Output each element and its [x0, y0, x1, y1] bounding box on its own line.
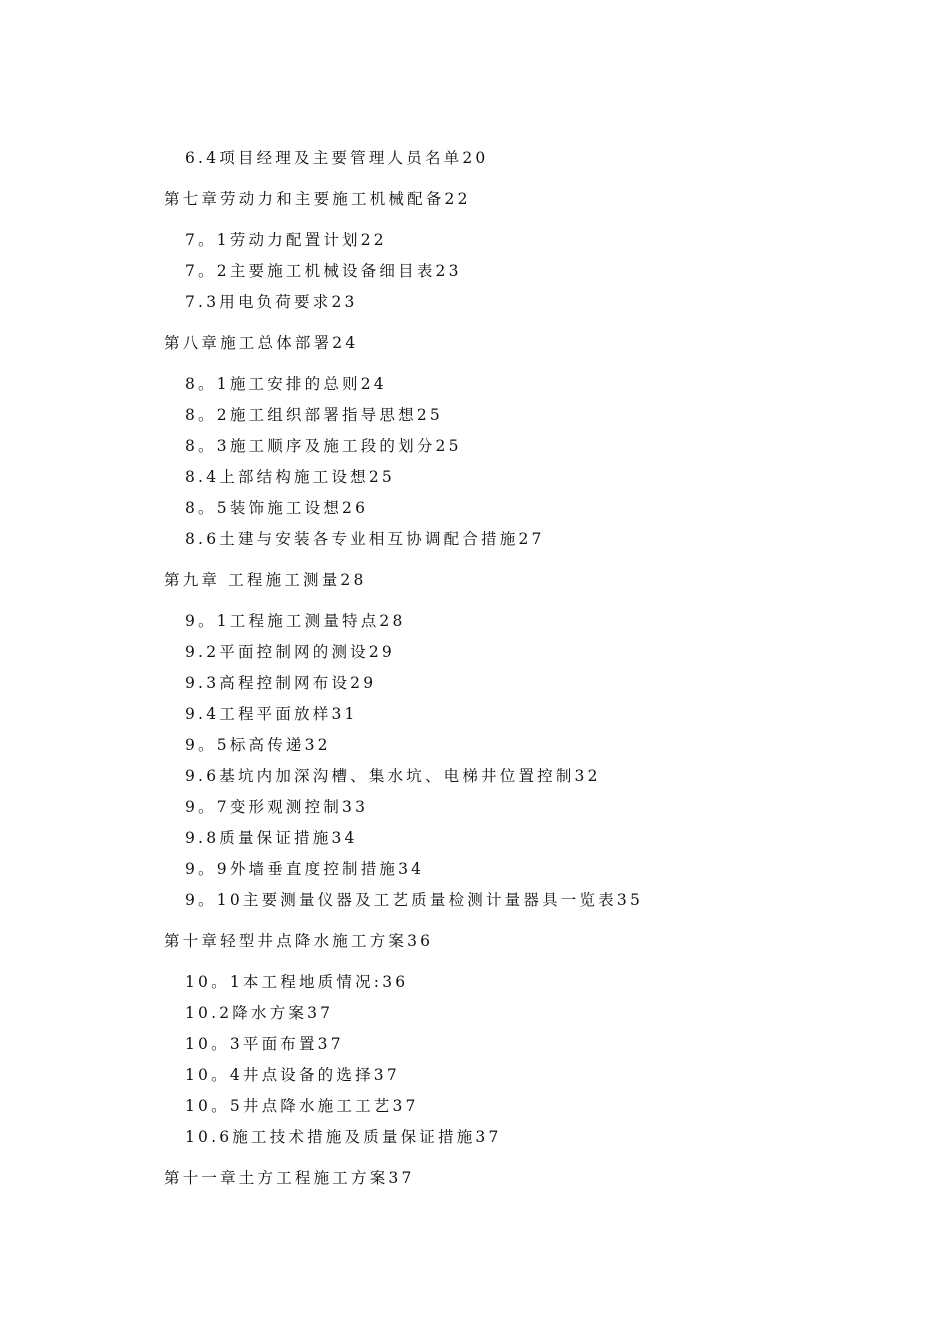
toc-chapter-11[interactable]: 第十一章土方工程施工方案37	[164, 1169, 415, 1187]
toc-entry-9-6[interactable]: 9.6基坑内加深沟槽、集水坑、电梯井位置控制32	[185, 767, 601, 785]
toc-entry-9-7[interactable]: 9。7变形观测控制33	[185, 798, 369, 816]
toc-entry-9-1[interactable]: 9。1工程施工测量特点28	[185, 612, 406, 630]
toc-entry-10-1[interactable]: 10。1本工程地质情况:36	[185, 973, 409, 991]
toc-entry-9-3[interactable]: 9.3高程控制网布设29	[185, 674, 377, 692]
toc-entry-10-5[interactable]: 10。5井点降水施工工艺37	[185, 1097, 419, 1115]
toc-chapter-9[interactable]: 第九章 工程施工测量28	[164, 571, 367, 589]
toc-entry-9-2[interactable]: 9.2平面控制网的测设29	[185, 643, 395, 661]
toc-entry-9-5[interactable]: 9。5标高传递32	[185, 736, 331, 754]
toc-entry-8-6[interactable]: 8.6土建与安装各专业相互协调配合措施27	[185, 530, 545, 548]
toc-entry-10-3[interactable]: 10。3平面布置37	[185, 1035, 344, 1053]
toc-entry-8-3[interactable]: 8。3施工顺序及施工段的划分25	[185, 437, 462, 455]
toc-entry-7-3[interactable]: 7.3用电负荷要求23	[185, 293, 358, 311]
toc-entry-8-1[interactable]: 8。1施工安排的总则24	[185, 375, 387, 393]
toc-entry-8-5[interactable]: 8。5装饰施工设想26	[185, 499, 369, 517]
toc-chapter-7[interactable]: 第七章劳动力和主要施工机械配备22	[164, 190, 471, 208]
toc-entry-9-8[interactable]: 9.8质量保证措施34	[185, 829, 358, 847]
toc-entry-8-4[interactable]: 8.4上部结构施工设想25	[185, 468, 395, 486]
toc-entry-6-4[interactable]: 6.4项目经理及主要管理人员名单20	[185, 149, 489, 167]
toc-chapter-8[interactable]: 第八章施工总体部署24	[164, 334, 359, 352]
toc-chapter-10[interactable]: 第十章轻型井点降水施工方案36	[164, 932, 434, 950]
toc-entry-9-9[interactable]: 9。9外墙垂直度控制措施34	[185, 860, 425, 878]
toc-entry-7-2[interactable]: 7。2主要施工机械设备细目表23	[185, 262, 462, 280]
toc-entry-9-4[interactable]: 9.4工程平面放样31	[185, 705, 358, 723]
toc-entry-7-1[interactable]: 7。1劳动力配置计划22	[185, 231, 387, 249]
toc-entry-10-6[interactable]: 10.6施工技术措施及质量保证措施37	[185, 1128, 502, 1146]
toc-entry-10-2[interactable]: 10.2降水方案37	[185, 1004, 334, 1022]
toc-entry-9-10[interactable]: 9。10主要测量仪器及工艺质量检测计量器具一览表35	[185, 891, 644, 909]
toc-entry-10-4[interactable]: 10。4井点设备的选择37	[185, 1066, 400, 1084]
toc-entry-8-2[interactable]: 8。2施工组织部署指导思想25	[185, 406, 443, 424]
